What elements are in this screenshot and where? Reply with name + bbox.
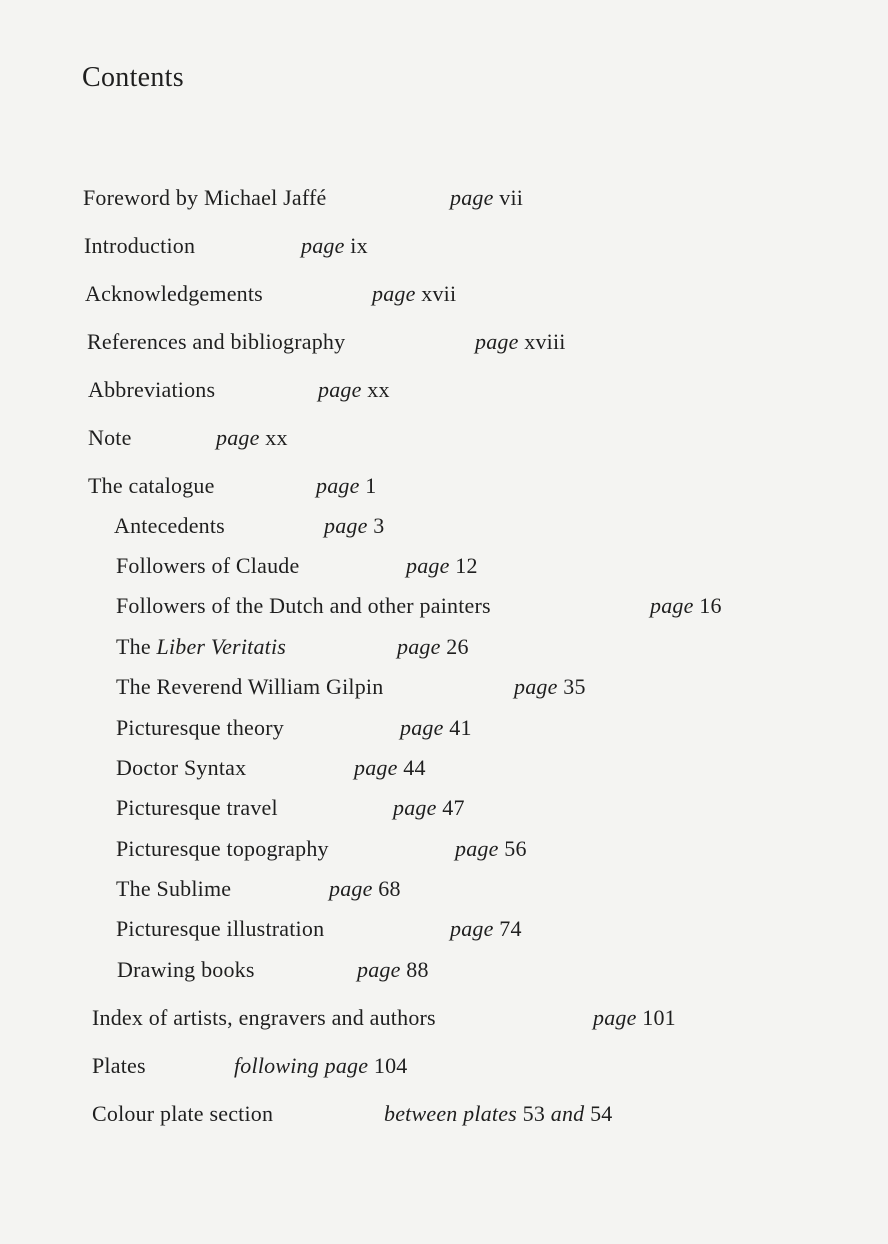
toc-entry[interactable] (92, 1101, 613, 1126)
toc-subentry[interactable] (116, 593, 722, 618)
page-prefix: page (329, 876, 373, 901)
page-prefix: page (397, 634, 441, 659)
toc-subentry[interactable] (116, 795, 465, 820)
toc-entry-title: Note (88, 425, 132, 450)
page-prefix: page (372, 281, 416, 306)
toc-subentry[interactable] (116, 876, 401, 901)
page-prefix: page (216, 425, 260, 450)
toc-entry-page (329, 878, 401, 900)
page-prefix: page (318, 377, 362, 402)
page-prefix: page (393, 795, 437, 820)
page-number: 53 (522, 1101, 546, 1126)
toc-entry-title: The Sublime (116, 876, 232, 901)
toc-entry-title: References and bibliography (87, 329, 346, 354)
page-conjunction: and (550, 1101, 585, 1126)
page-prefix: page (455, 836, 499, 861)
page-number-second: 54 (590, 1101, 613, 1126)
toc-entry-page (514, 676, 586, 698)
page-prefix: between plates (384, 1101, 517, 1126)
toc-entry-page (234, 1055, 408, 1077)
toc-entry-title-prefix: The (116, 634, 151, 659)
page-number: 3 (373, 513, 385, 538)
toc-entry-page (384, 1103, 612, 1125)
toc-entry-title: Picturesque topography (116, 836, 329, 861)
page-number: 41 (449, 715, 472, 740)
page-number: 35 (563, 674, 586, 699)
page-prefix: page (450, 916, 494, 941)
toc-entry-page (354, 757, 426, 779)
toc-entry-page (450, 918, 522, 940)
toc-entry-title: Followers of the Dutch and other painters (116, 593, 491, 618)
page-prefix: page (475, 329, 519, 354)
toc-entry[interactable] (83, 185, 524, 210)
toc-subentry[interactable] (116, 553, 478, 578)
page-prefix: page (324, 513, 368, 538)
toc-entry-title: Picturesque travel (116, 795, 278, 820)
toc-entry-page (650, 595, 722, 617)
toc-entry-title: Foreword by Michael Jaffé (83, 185, 327, 210)
page-prefix: page (400, 715, 444, 740)
toc-entry-page (455, 838, 527, 860)
toc-entry-title-italic: Liber Veritatis (156, 634, 287, 659)
toc-subentry[interactable] (116, 634, 469, 659)
toc-entry-title: Followers of Claude (116, 553, 300, 578)
page-prefix: page (354, 755, 398, 780)
page-number: 74 (499, 916, 522, 941)
page-prefix: following page (234, 1053, 369, 1078)
page-number: xviii (524, 329, 566, 354)
toc-entry-title: Abbreviations (88, 377, 216, 402)
page-number: ix (350, 233, 368, 258)
toc-entry-page (324, 515, 384, 537)
page-number: 56 (504, 836, 527, 861)
toc-entry-page (372, 283, 456, 305)
toc-entry-page (400, 717, 472, 739)
toc-entry-title: Colour plate section (92, 1101, 274, 1126)
page-title: Contents (82, 62, 184, 93)
toc-entry-page (316, 475, 376, 497)
toc-entry[interactable] (84, 233, 368, 258)
page-number: 1 (365, 473, 377, 498)
toc-entry-page (393, 797, 465, 819)
page-prefix: page (593, 1005, 637, 1030)
page-prefix: page (357, 957, 401, 982)
toc-subentry[interactable] (116, 916, 522, 941)
toc-entry-page (397, 636, 469, 658)
page-number: 68 (378, 876, 401, 901)
toc-entry-title: The Reverend William Gilpin (116, 674, 384, 699)
toc-entry-page (216, 427, 288, 449)
toc-entry[interactable] (85, 281, 457, 306)
toc-entry-title: Doctor Syntax (116, 755, 247, 780)
page-prefix: page (650, 593, 694, 618)
toc-entry-title: Picturesque illustration (116, 916, 325, 941)
page-number: 26 (446, 634, 469, 659)
toc-entry-page (475, 331, 566, 353)
toc-entry-page (593, 1007, 676, 1029)
toc-subentry[interactable] (116, 755, 426, 780)
page-number: 101 (642, 1005, 676, 1030)
toc-subentry[interactable] (116, 836, 527, 861)
page-number: 44 (403, 755, 426, 780)
toc-subentry[interactable] (116, 674, 586, 699)
page-prefix: page (301, 233, 345, 258)
page-number: 16 (699, 593, 722, 618)
page-number: 47 (442, 795, 465, 820)
toc-subentry[interactable] (114, 513, 385, 538)
toc-entry-page (450, 187, 523, 209)
page-number: vii (499, 185, 524, 210)
toc-entry-title: Drawing books (117, 957, 255, 982)
toc-entry-title: Acknowledgements (85, 281, 263, 306)
toc-entry-page (301, 235, 368, 257)
page-prefix: page (514, 674, 558, 699)
page-number: xvii (421, 281, 457, 306)
page-number: 104 (373, 1053, 408, 1078)
toc-entry-title: Picturesque theory (116, 715, 284, 740)
page-prefix: page (406, 553, 450, 578)
toc-entry[interactable] (88, 377, 390, 402)
page-number: 12 (455, 553, 478, 578)
toc-entry[interactable] (88, 473, 377, 498)
toc-subentry[interactable] (116, 715, 472, 740)
toc-entry-title: Index of artists, engravers and authors (92, 1005, 436, 1030)
toc-entry[interactable] (87, 329, 566, 354)
toc-entry-title: The catalogue (88, 473, 215, 498)
toc-entry-title: Antecedents (114, 513, 225, 538)
toc-entry[interactable] (92, 1005, 676, 1030)
toc-entry-page (318, 379, 390, 401)
toc-entry-page (357, 959, 429, 981)
toc-entry-page (406, 555, 478, 577)
page-prefix: page (316, 473, 360, 498)
toc-entry[interactable] (88, 425, 288, 450)
page-number: xx (367, 377, 390, 402)
page-prefix: page (450, 185, 494, 210)
page-number: xx (265, 425, 288, 450)
toc-entry-title: Plates (92, 1053, 146, 1078)
toc-subentry[interactable] (117, 957, 429, 982)
toc-entry[interactable] (92, 1053, 408, 1078)
toc-entry-title: Introduction (84, 233, 196, 258)
page-number: 88 (406, 957, 429, 982)
